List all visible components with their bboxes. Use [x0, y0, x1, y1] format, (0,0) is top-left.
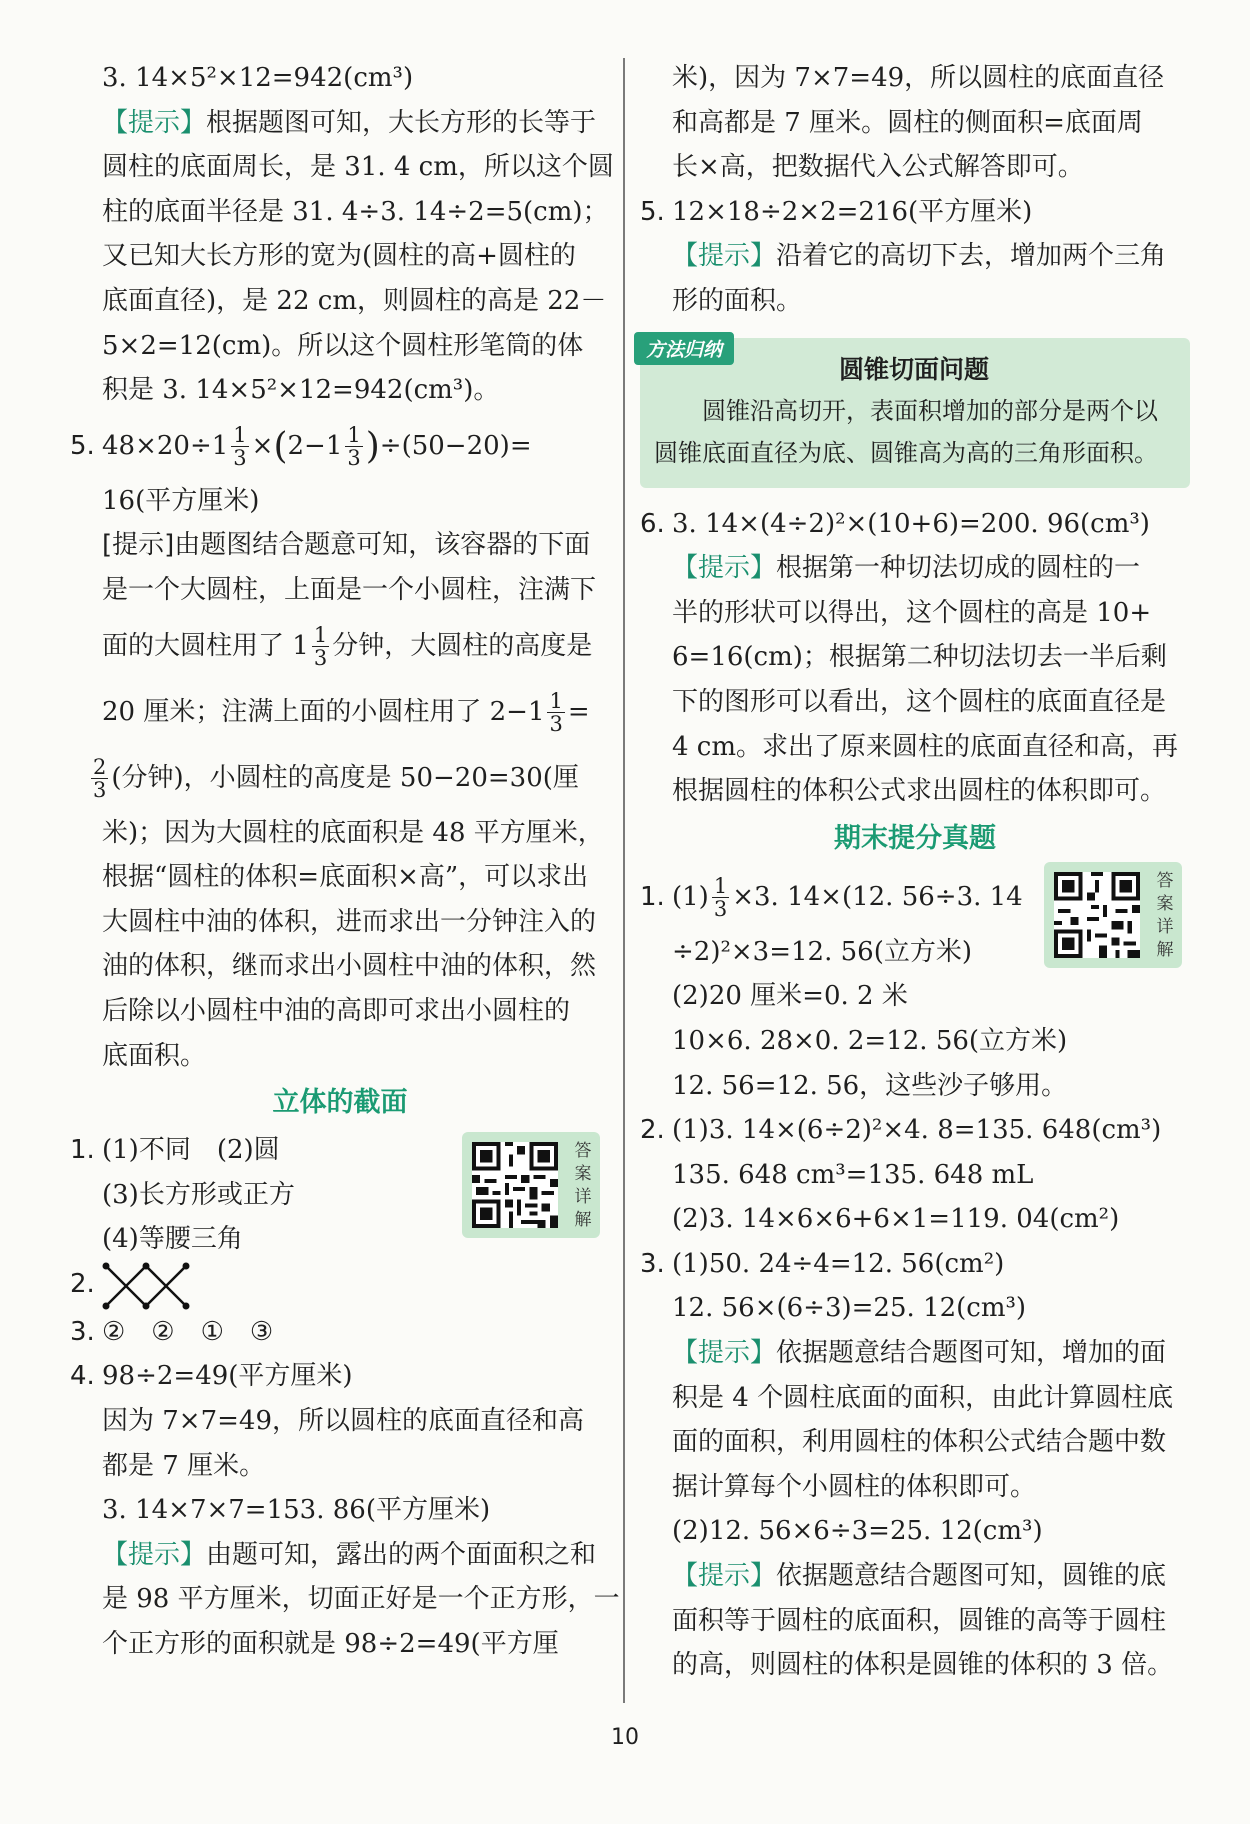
- text-line: 20 厘米；注满上面的小圆柱用了 2−1 $\frac{1}{3}$ =: [102, 689, 590, 737]
- text-line: 12. 56×(6÷3)=25. 12(cm³): [672, 1293, 1027, 1324]
- text-line: 面积等于圆柱的底面积，圆锥的高等于圆柱: [672, 1605, 1167, 1636]
- fraction: $\frac{1}{3}$: [549, 689, 563, 737]
- question-3: 3. ② ② ① ③: [70, 1316, 274, 1347]
- text-line: 根据圆柱的体积公式求出圆柱的体积即可。: [672, 776, 1167, 807]
- question-6: 6. 3. 14×(4÷2)²×(10+6)=200. 96(cm³): [640, 508, 1150, 539]
- text-line: 米)，因为 7×7=49，所以圆柱的底面直径: [672, 63, 1165, 93]
- text-line: 因为 7×7=49，所以圆柱的底面直径和高: [102, 1406, 585, 1437]
- matching-lines-diagram: [102, 1262, 192, 1312]
- method-summary-box: [640, 338, 1190, 488]
- text-line: (2)20 厘米=0. 2 米: [672, 981, 908, 1012]
- text-line: 个正方形的面积就是 98÷2=49(平方厘: [102, 1629, 559, 1660]
- text-line: 积是 3. 14×5²×12=942(cm³)。: [102, 375, 500, 406]
- text-line: 16(平方厘米): [102, 485, 260, 516]
- text-line: 大圆柱中油的体积，进而求出一分钟注入的: [102, 906, 597, 937]
- section-title: 期末提分真题: [834, 822, 996, 854]
- text-line: 的高，则圆柱的体积是圆锥的体积的 3 倍。: [672, 1650, 1174, 1681]
- question-2: 2.: [70, 1262, 610, 1310]
- hint-label: 【提示】: [102, 1539, 207, 1570]
- qr-label: 答案详解: [1156, 870, 1174, 960]
- right-column: [640, 56, 1190, 1688]
- hint-label: 【提示】: [672, 553, 777, 584]
- section-title: 立体的截面: [272, 1087, 408, 1119]
- text-line: 油的体积，继而求出小圆柱中油的体积，然: [102, 951, 597, 982]
- fraction: $\frac{1}{3}$: [347, 423, 361, 471]
- text-line: (3)长方形或正方: [102, 1179, 295, 1210]
- text-line: 据计算每个小圆柱的体积即可。: [672, 1471, 1037, 1502]
- text-line: 【提示】沿着它的高切下去，增加两个三角: [672, 241, 1167, 272]
- question-number: 5.: [70, 430, 95, 461]
- text-line: 【提示】由题可知，露出的两个面面积之和: [102, 1539, 597, 1570]
- text-line: 圆柱的底面周长，是 31. 4 cm，所以这个圆: [102, 152, 614, 183]
- section-block: [70, 1128, 620, 1667]
- text-line: 5×2=12(cm)。所以这个圆柱形笔筒的体: [102, 330, 584, 361]
- text-line: 【提示】依据题意结合题图可知，增加的面: [672, 1338, 1167, 1369]
- text-line: 形的面积。: [672, 285, 803, 316]
- text-line: (4)等腰三角: [102, 1224, 243, 1255]
- hint-label: [提示]: [102, 530, 175, 561]
- question-1: 1. (1)不同 (2)圆: [70, 1135, 280, 1166]
- text-line: 柱的底面半径是 31. 4÷3. 14÷2=5(cm)；: [102, 196, 609, 227]
- fraction: $\frac{1}{3}$: [233, 423, 247, 471]
- question-5: 5. 48×20÷1 $\frac{1}{3}$ ×(2−1 $\frac{1}{3}$ )÷(50−20)=: [70, 413, 610, 479]
- text-line: 根据“圆柱的体积=底面积×高”，可以求出: [102, 862, 589, 893]
- fraction: $\frac{1}{3}$: [313, 623, 328, 671]
- question-4: 4. 98÷2=49(平方厘米): [70, 1361, 353, 1392]
- text-line: 4 cm。求出了原来圆柱的底面直径和高，再: [672, 731, 1179, 762]
- text-line: 积是 4 个圆柱底面的面积，由此计算圆柱底: [672, 1382, 1174, 1413]
- text-line: 面的大圆柱用了 1 $\frac{1}{3}$ 分钟，大圆柱的高度是: [102, 623, 593, 671]
- text-line: 长×高，把数据代入公式解答即可。: [672, 152, 1084, 183]
- page-number: 10: [611, 1725, 639, 1750]
- text-line: (2)3. 14×6×6+6×1=119. 04(cm²): [672, 1204, 1120, 1235]
- question-3: 3. (1)50. 24÷4=12. 56(cm²): [640, 1248, 1005, 1279]
- section-block: [640, 864, 1190, 1688]
- question-2: 2. (1)3. 14×(6÷2)²×4. 8=135. 648(cm³): [640, 1115, 1162, 1146]
- fraction: $\frac{2}{3}$: [93, 755, 107, 803]
- hint-label: 【提示】: [672, 1561, 777, 1592]
- method-tag: 方法归纳: [634, 332, 734, 365]
- text-line: 下的图形可以看出，这个圆柱的底面直径是: [672, 686, 1167, 717]
- text-line: 12. 56=12. 56，这些沙子够用。: [672, 1070, 1068, 1101]
- text-line: 是一个大圆柱，上面是一个小圆柱，注满下: [102, 574, 597, 605]
- text-line: 【提示】根据题图可知，大长方形的长等于: [102, 107, 597, 138]
- hint-label: 【提示】: [102, 107, 207, 138]
- text-line: $\frac{2}{3}$ (分钟)，小圆柱的高度是 50−20=30(厘: [93, 755, 579, 803]
- text-line: 和高都是 7 厘米。圆柱的侧面积=底面周: [672, 107, 1143, 138]
- text-line: 底面直径)，是 22 cm，则圆柱的高是 22－: [102, 285, 607, 316]
- text-line: 【提示】根据第一种切法切成的圆柱的一: [672, 553, 1141, 584]
- text-line: 135. 648 cm³=135. 648 mL: [672, 1159, 1034, 1190]
- text-line: 3. 14×7×7=153. 86(平方厘米): [102, 1495, 491, 1526]
- qr-label: 答案详解: [574, 1141, 592, 1231]
- text-line: 米)；因为大圆柱的底面积是 48 平方厘米，: [102, 817, 604, 848]
- text-line: (2)12. 56×6÷3=25. 12(cm³): [672, 1516, 1043, 1547]
- text-line: 又已知大长方形的宽为(圆柱的高+圆柱的: [102, 241, 576, 272]
- hint-label: 【提示】: [672, 1338, 777, 1369]
- question-5: 5. 12×18÷2×2=216(平方厘米): [640, 196, 1033, 227]
- text-line: 是 98 平方厘米，切面正好是一个正方形，一: [102, 1584, 620, 1615]
- text-line: 【提示】依据题意结合题图可知，圆锥的底: [672, 1561, 1167, 1592]
- method-title: 圆锥切面问题: [838, 354, 989, 384]
- left-column: [70, 56, 620, 1667]
- fraction: $\frac{1}{3}$: [713, 874, 728, 922]
- text-line: ÷2)²×3=12. 56(立方米): [672, 936, 972, 967]
- hint-label: 【提示】: [672, 241, 777, 272]
- text-line: [提示]由题图结合题意可知，该容器的下面: [102, 530, 591, 561]
- text-line: 面的面积，利用圆柱的体积公式结合题中数: [672, 1427, 1167, 1458]
- text-line: 后除以小圆柱中油的高即可求出小圆柱的: [102, 995, 571, 1026]
- text-line: 都是 7 厘米。: [102, 1450, 266, 1481]
- column-divider: [623, 58, 625, 1703]
- text-line: 半的形状可以得出，这个圆柱的高是 10+: [672, 597, 1152, 628]
- text-line: 6=16(cm)；根据第二种切法切去一半后剩: [672, 642, 1167, 673]
- text-line: 底面积。: [102, 1040, 207, 1071]
- question-1: 1. (1) $\frac{1}{3}$ ×3. 14×(12. 56÷3. 14: [640, 874, 1023, 922]
- method-body: 圆锥沿高切开，表面积增加的部分是两个以圆锥底面直径为底、圆锥高为高的三角形面积。: [654, 396, 1158, 467]
- text-line: 10×6. 28×0. 2=12. 56(立方米): [672, 1025, 1068, 1056]
- text-line: 3. 14×5²×12=942(cm³): [102, 63, 414, 93]
